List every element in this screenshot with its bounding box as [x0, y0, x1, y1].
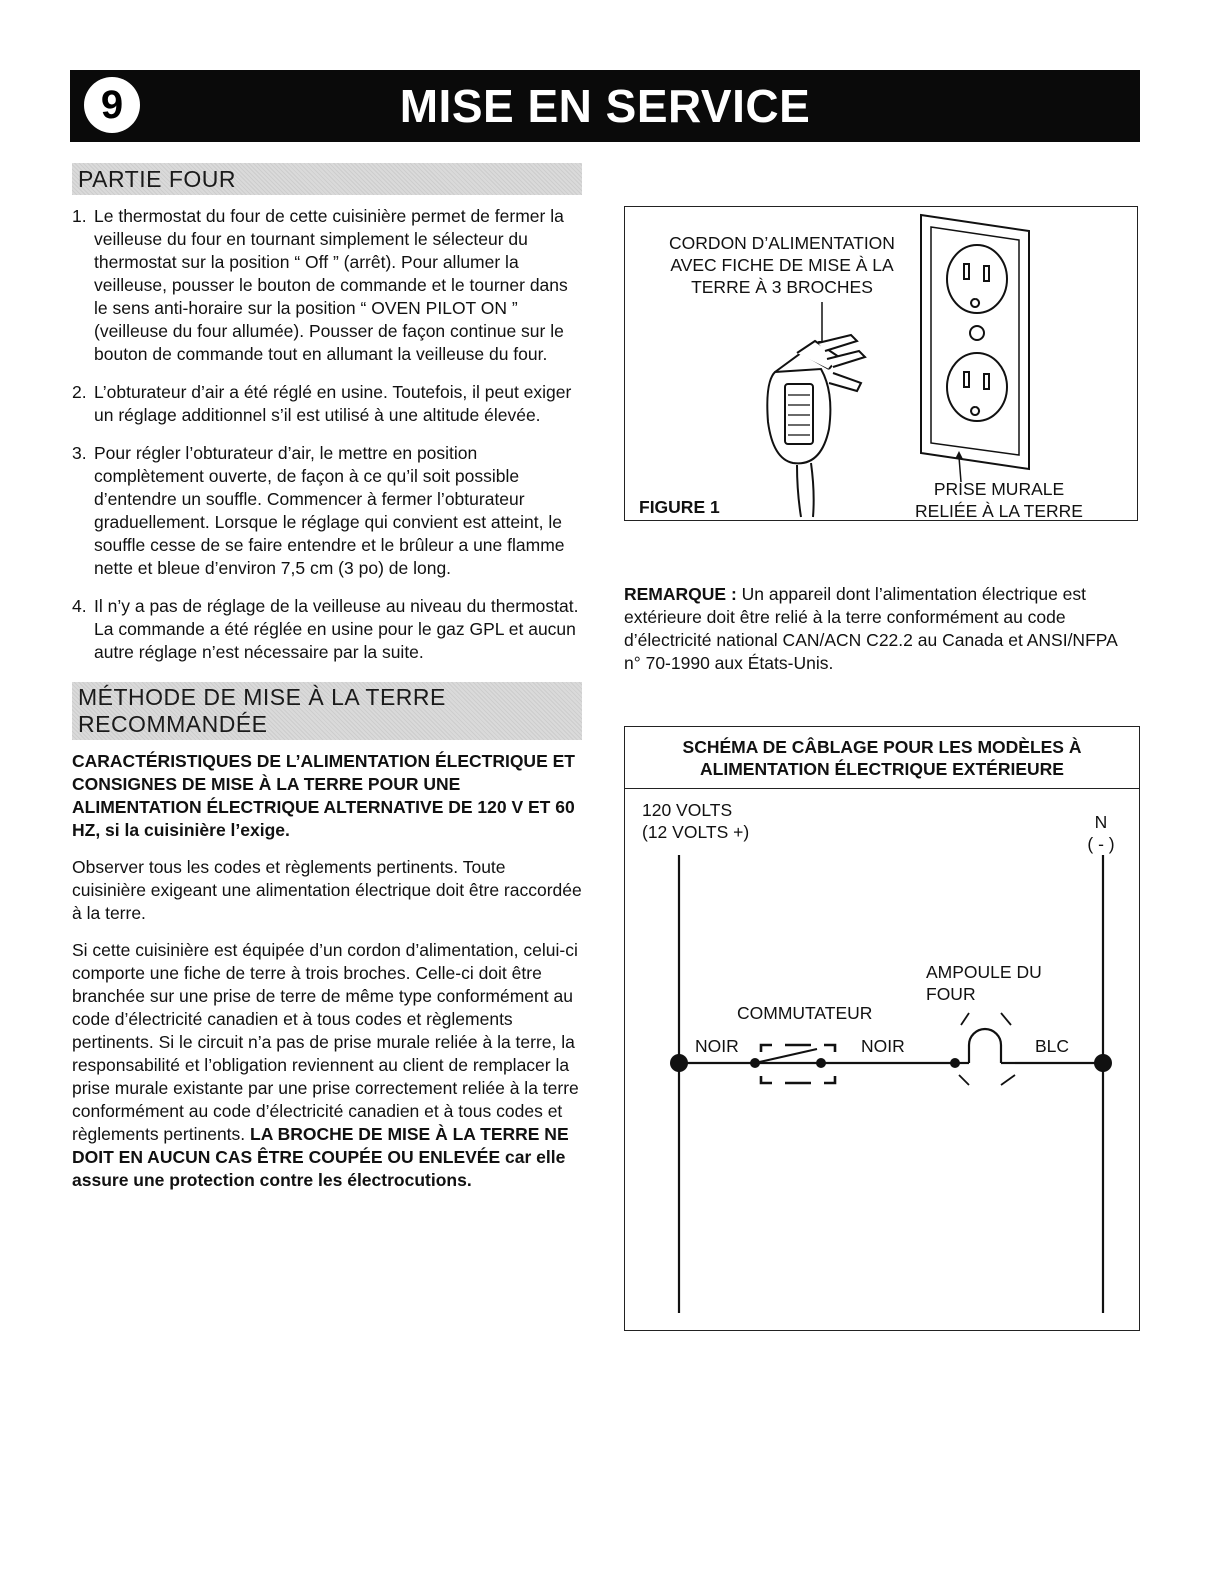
step-number: 3. [72, 443, 87, 463]
remarque-label: REMARQUE : [624, 584, 737, 604]
paragraph-warning: LA BROCHE DE MISE À LA TERRE NE DOIT EN AUCUN CAS ÊTRE COUPÉE OU ENLEVÉE car elle assure une protection contre les électrocutions. [72, 1124, 569, 1190]
step-number: 1. [72, 206, 87, 226]
heading-line: MÉTHODE DE MISE À LA TERRE [78, 684, 446, 710]
wiring-diagram [624, 726, 1140, 1331]
circuit-drawing [625, 727, 1141, 1332]
wire-label-right: BLC [1035, 1036, 1070, 1056]
step-text: L’obturateur d’air a été réglé en usine. Toutefois, il peut exiger un réglage additionnel s’il est utilisé à une altitude élevée. [94, 382, 572, 425]
step-text: Le thermostat du four de cette cuisinière permet de fermer la veilleuse du four en tournant simplement le sélecteur du thermostat sur la position “ Off ” (arrêt). Pour allumer la veilleuse, pousser le bouton de commande et le tourner dans le sens anti-horaire sur la position “ OVEN PILOT ON ” (veilleuse du four allumée). Pousser de façon continue sur le bouton de commande tout en allumant la veilleuse du four. [94, 206, 568, 364]
section-header [70, 70, 1140, 142]
wiring-title-line: SCHÉMA DE CÂBLAGE POUR LES MODÈLES À [682, 737, 1082, 757]
cord-label-line: TERRE À 3 BROCHES [691, 277, 873, 297]
figure-label: FIGURE 1 [639, 497, 720, 517]
grounding-paragraph-2 [72, 939, 584, 1192]
heading-partie-four: PARTIE FOUR [72, 163, 582, 195]
step-number: 2. [72, 382, 87, 402]
list-item [72, 595, 584, 664]
cord-label-line: AVEC FICHE DE MISE À LA [670, 255, 894, 275]
neutral-label-line: ( - ) [1087, 834, 1115, 854]
bulb-icon [955, 1013, 1015, 1085]
grounding-bold-intro: CARACTÉRISTIQUES DE L’ALIMENTATION ÉLECTRIQUE ET CONSIGNES DE MISE À LA TERRE POUR UNE ALIMENTATION ÉLECTRIQUE ALTERNATIVE DE 120 V ET 60 HZ, si la cuisinière l’exige. [72, 751, 575, 840]
step-number: 4. [72, 596, 87, 616]
page-title: MISE EN SERVICE [399, 80, 811, 132]
volts-label-line: (12 VOLTS +) [642, 822, 750, 842]
outlet-label-line: RELIÉE À LA TERRE [915, 501, 1083, 521]
remarque-note [624, 583, 1138, 675]
plug-icon [767, 335, 865, 517]
volts-label-line: 120 VOLTS [642, 800, 733, 820]
step-text: Il n’y a pas de réglage de la veilleuse au niveau du thermostat. La commande a été réglée en usine pour le gaz GPL et aucun autre réglage n’est nécessaire par la suite. [94, 596, 579, 662]
wiring-title-line: ALIMENTATION ÉLECTRIQUE EXTÉRIEURE [700, 759, 1064, 779]
wall-outlet-icon [921, 215, 1029, 469]
paragraph-text: Si cette cuisinière est équipée d’un cordon d’alimentation, celui-ci comporte une fiche de terre à trois broches. Celle-ci doit être branchée sur une prise de terre de même type conformément au code d’électricité canadien et à tous codes et règlements pertinents. Si le circuit n’a pas de prise murale reliée à la terre, la responsabilité et l’obligation reviennent au client de remplacer la prise murale existante par une prise correctement reliée à la terre conformément au code d’électricité canadien et à tous codes et règlements pertinents. [72, 940, 579, 1144]
wire-label-left: NOIR [695, 1036, 739, 1056]
remarque-text: Un appareil dont l’alimentation électrique est extérieure doit être relié à la terre conformément au code d’électricité national CAN/ACN C22.2 au Canada et ANSI/NFPA n° 70-1990 aux États-Unis. [624, 584, 1117, 673]
plug-and-outlet-illustration [625, 207, 1139, 522]
cord-label-line: CORDON D’ALIMENTATION [669, 233, 895, 253]
list-item [72, 205, 584, 366]
heading-line: RECOMMANDÉE [78, 711, 268, 737]
outlet-label-line: PRISE MURALE [933, 479, 1065, 499]
switch-label: COMMUTATEUR [737, 1003, 873, 1023]
lamp-label-line: FOUR [926, 984, 976, 1004]
steps-list [72, 205, 584, 664]
section-number-badge: 9 [84, 77, 140, 133]
step-text: Pour régler l’obturateur d’air, le mettre en position complètement ouverte, de façon à ce qu’il soit possible d’entendre un souffle. Commencer à fermer l’obturateur graduellement. Lorsque le réglage qui convient est atteint, le souffle cesse de se faire entendre et le brûleur a une flamme nette et bleue d’environ 7,5 cm (3 po) de long. [94, 443, 565, 578]
lamp-label-line: AMPOULE DU [926, 962, 1042, 982]
heading-mise-a-la-terre [72, 682, 582, 740]
figure-1 [624, 206, 1138, 521]
left-column [72, 163, 584, 1192]
wire-label-mid: NOIR [861, 1036, 905, 1056]
list-item [72, 442, 584, 580]
grounding-paragraph-1: Observer tous les codes et règlements pertinents. Toute cuisinière exigeant une alimentation électrique doit être raccordée à la terre. [72, 857, 582, 923]
list-item [72, 381, 584, 427]
neutral-label-line: N [1094, 812, 1108, 832]
